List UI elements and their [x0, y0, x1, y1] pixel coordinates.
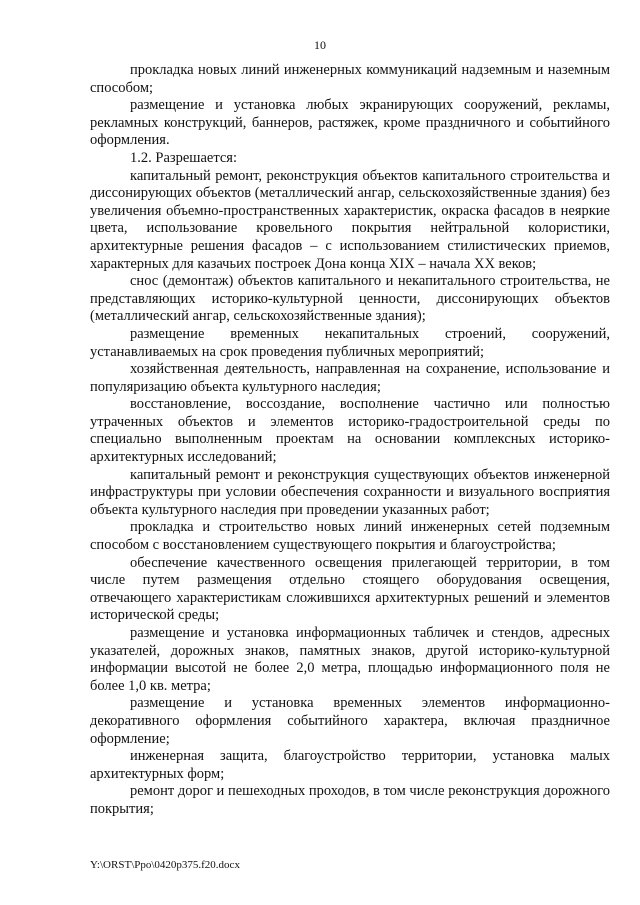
paragraph: хозяйственная деятельность, направленная на сохранение, использование и популяризацию объекта культурного наследия; — [90, 361, 610, 395]
paragraph: размещение временных некапитальных строений, сооружений, устанавливаемых на срок проведения публичных мероприятий; — [90, 325, 610, 360]
paragraph: прокладка новых линий инженерных коммуникаций надземным и наземным способом; — [90, 62, 610, 96]
paragraph: снос (демонтаж) объектов капитального и некапитального строительства, не представляющих историко-культурной ценности, диссонирующих объектов (металлический ангар, сельскохозяйственные здания); — [90, 273, 610, 325]
page-number: 10 — [314, 38, 326, 52]
paragraph: капитальный ремонт, реконструкция объектов капитального строительства и диссонирующих объектов (металлический ангар, сельскохозяйственные здания) без увеличения объемно-пространственных характеристик, окраска фасадов в неяркие цвета, использование кровельного покрытия нейтральной колористики, архитектурные решения фасадов – с использованием стилистических приемов, характерных для казачьих построек Дона конца XIX – начала XX веков; — [90, 167, 610, 272]
paragraph: размещение и установка информационных табличек и стендов, адресных указателей, дорожных знаков, памятных знаков, другой историко-культурной информации высотой не более 2,0 метра, площадью информационного поля не более 1,0 кв. метра; — [90, 625, 610, 694]
paragraph: размещение и установка любых экранирующих сооружений, рекламы, рекламных конструкций, баннеров, растяжек, кроме праздничного и событийного оформления. — [90, 97, 610, 149]
document-body — [90, 62, 610, 819]
paragraph: восстановление, воссоздание, восполнение частично или полностью утраченных объектов и элементов историко-градостроительной среды по специально выполненным проектам на основании комплексных историко-архитектурных исследований; — [90, 396, 610, 466]
paragraph: инженерная защита, благоустройство территории, установка малых архитектурных форм; — [90, 748, 610, 782]
paragraph: обеспечение качественного освещения прилегающей территории, в том числе путем размещения отдельно стоящего оборудования освещения, отвечающего характеристикам сложившихся архитектурных решений и элементов исторической среды; — [90, 554, 610, 624]
paragraph: ремонт дорог и пешеходных проходов, в том числе реконструкция дорожного покрытия; — [90, 783, 610, 817]
paragraph: прокладка и строительство новых линий инженерных сетей подземным способом с восстановлением существующего покрытия и благоустройства; — [90, 519, 610, 554]
section-heading: 1.2. Разрешается: — [130, 149, 237, 166]
paragraph: капитальный ремонт и реконструкция существующих объектов инженерной инфраструктуры при условии обеспечения сохранности и визуального восприятия объекта культурного наследия при проведении указанных работ; — [90, 466, 610, 518]
file-path-footer: Y:\ORST\Ppo\0420p375.f20.docx — [90, 859, 240, 871]
paragraph: размещение и установка временных элементов информационно-декоративного оформления событийного характера, включая праздничное оформление; — [90, 695, 610, 747]
